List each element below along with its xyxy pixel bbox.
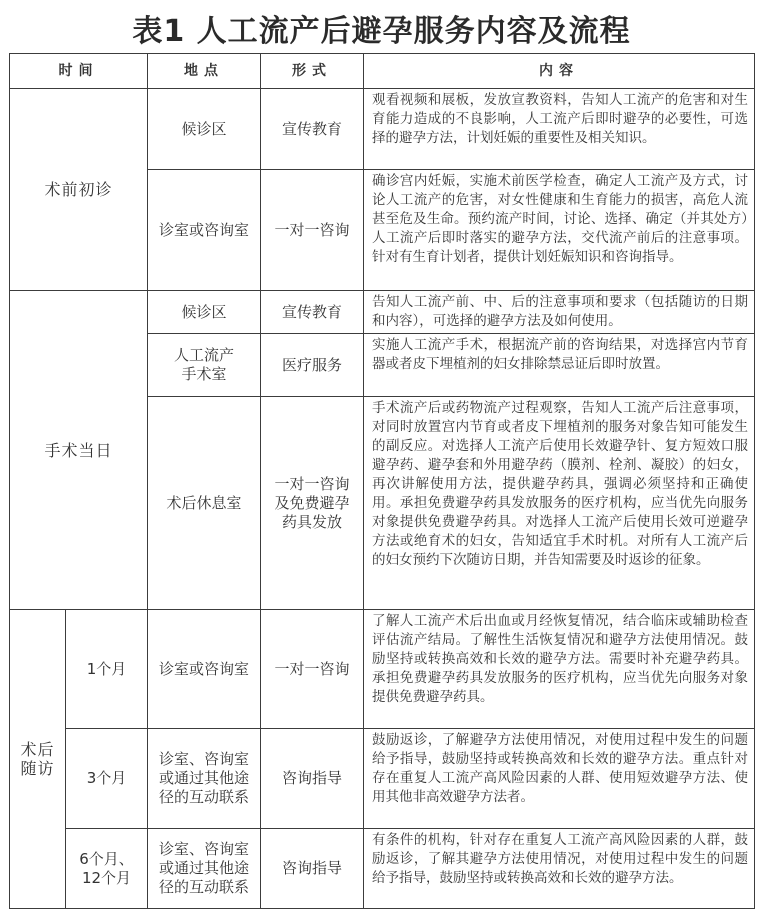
table-row — [10, 610, 755, 729]
content-cell: 了解人工流产术后出血或月经恢复情况，结合临床或辅助检查评估流产结局。了解性生活恢复情况和避孕方法使用情况。鼓励坚持或转换高效和长效的避孕方法。需要时补充避孕药具。承担免费避孕药具发放服务的医疗机构，应当优先向服务对象提供免费避孕药具。 — [364, 610, 755, 729]
section-label-surgery-day: 手术当日 — [10, 291, 148, 610]
form-cell: 一对一咨询 — [261, 170, 364, 291]
content-cell: 告知人工流产前、中、后的注意事项和要求（包括随访的日期和内容），可选择的避孕方法及如何使用。 — [364, 291, 755, 334]
form-cell: 一对一咨询 — [261, 610, 364, 729]
form-cell: 咨询指导 — [261, 829, 364, 909]
place-cell: 候诊区 — [148, 291, 261, 334]
place-cell: 诊室、咨询室 或通过其他途 径的互动联系 — [148, 729, 261, 829]
content-cell: 有条件的机构，针对存在重复人工流产高风险因素的人群，鼓励返诊，了解其避孕方法使用情况，对使用过程中发生的问题给予指导，鼓励坚持或转换高效和长效的避孕方法。 — [364, 829, 755, 909]
content-cell: 实施人工流产手术，根据流产前的咨询结果，对选择宫内节育器或者皮下埋植剂的妇女排除禁忌证后即时放置。 — [364, 334, 755, 397]
table-row — [10, 291, 755, 334]
table-row — [10, 729, 755, 829]
place-cell: 候诊区 — [148, 89, 261, 170]
section-label-post-op: 术后 随访 — [10, 610, 66, 909]
form-cell: 一对一咨询 及免费避孕 药具发放 — [261, 397, 364, 610]
form-cell: 宣传教育 — [261, 291, 364, 334]
place-cell: 诊室或咨询室 — [148, 610, 261, 729]
place-cell: 术后休息室 — [148, 397, 261, 610]
time-cell: 3个月 — [66, 729, 148, 829]
place-cell: 诊室、咨询室 或通过其他途 径的互动联系 — [148, 829, 261, 909]
header-form: 形式 — [261, 54, 364, 89]
section-label-pre-op: 术前初诊 — [10, 89, 148, 291]
content-cell: 鼓励返诊，了解避孕方法使用情况，对使用过程中发生的问题给予指导，鼓励坚持或转换高效和长效的避孕方法。重点针对存在重复人工流产高风险因素的人群、使用短效避孕方法、使用其他非高效避孕方法者。 — [364, 729, 755, 829]
time-cell: 6个月、 12个月 — [66, 829, 148, 909]
header-row — [10, 54, 755, 89]
content-cell: 确诊宫内妊娠，实施术前医学检查，确定人工流产及方式，讨论人工流产的危害，对女性健康和生育能力的损害，高危人流甚至危及生命。预约流产时间，讨论、选择、确定（并其处方）人工流产后即时落实的避孕方法，交代流产前后的注意事项。针对有生育计划者，提供计划妊娠知识和咨询指导。 — [364, 170, 755, 291]
content-cell: 手术流产后或药物流产过程观察，告知人工流产后注意事项，对同时放置宫内节育或者皮下埋植剂的服务对象告知可能发生的副反应。对选择人工流产后使用长效避孕针、复方短效口服避孕药、避孕套和外用避孕药（膜剂、栓剂、凝胶）的妇女，再次讲解使用方法，提供避孕药具，强调必须坚持和正确使用。承担免费避孕药具发放服务的医疗机构，应当优先向服务对象提供免费避孕药具。对选择人工流产后使用长效可逆避孕方法或绝育术的妇女，告知适宜手术时机。对所有人工流产后的妇女预约下次随访日期，并告知需要及时返诊的征象。 — [364, 397, 755, 610]
service-table — [9, 53, 755, 909]
form-cell: 咨询指导 — [261, 729, 364, 829]
header-content: 内容 — [364, 54, 755, 89]
time-cell: 1个月 — [66, 610, 148, 729]
header-time: 时间 — [10, 54, 148, 89]
form-cell: 医疗服务 — [261, 334, 364, 397]
table-row — [10, 829, 755, 909]
place-cell: 诊室或咨询室 — [148, 170, 261, 291]
content-cell: 观看视频和展板，发放宣教资料，告知人工流产的危害和对生育能力造成的不良影响，人工流产后即时避孕的必要性，可选择的避孕方法，计划妊娠的重要性及相关知识。 — [364, 89, 755, 170]
place-cell: 人工流产 手术室 — [148, 334, 261, 397]
table-row — [10, 89, 755, 170]
form-cell: 宣传教育 — [261, 89, 364, 170]
header-place: 地点 — [148, 54, 261, 89]
table-title: 表1 人工流产后避孕服务内容及流程 — [132, 14, 631, 49]
